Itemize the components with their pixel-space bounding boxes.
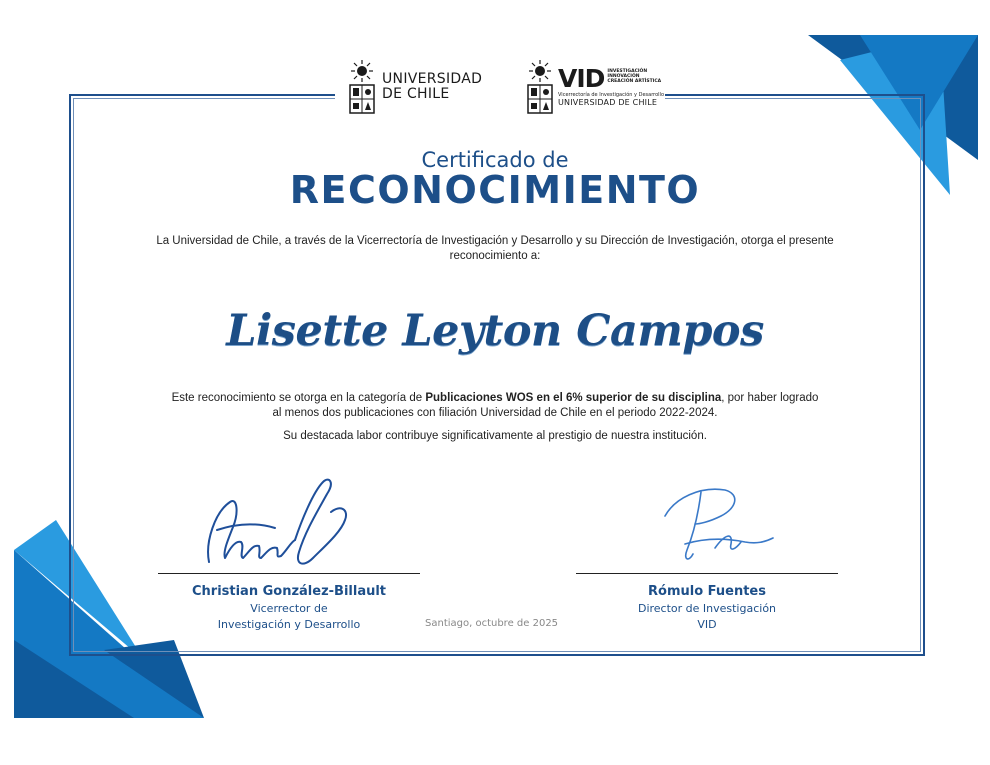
uchile-logo-line1: UNIVERSIDAD [382,71,483,87]
recognition-category: Publicaciones WOS en el 6% superior de su disciplina [425,392,722,404]
signature-left [195,472,370,582]
recipient-name: Lisette Leyton Campos [226,306,764,356]
vid-logo-text [558,64,665,107]
signatory-name-right: Rómulo Fuentes [648,584,766,599]
vid-tag-2: INNOVACIÓN [607,74,640,79]
vid-logo-university: UNIVERSIDAD DE CHILE [558,98,658,107]
university-crest-icon [348,58,376,116]
signature-line-left [158,573,420,574]
certificate-title: RECONOCIMIENTO [289,168,701,212]
vid-logo-wordmark: VID [558,64,605,93]
vid-tag-1: INVESTIGACIÓN [607,69,648,74]
university-crest-icon [526,58,554,116]
recognition-text-start: Este reconocimiento se otorga en la categoría de [171,392,426,404]
signatory-role-left-line2: Investigación y Desarrollo [217,618,361,631]
certificate-title-prefix: Certificado de [421,148,569,172]
signatory-role-left-line1: Vicerrector de [250,602,328,615]
signature-right [655,478,795,578]
vid-logo [526,58,664,116]
intro-text: La Universidad de Chile, a través de la Vicerrectoría de Investigación y Desarrollo y su Dirección de Investigación, otorga el presente reconocimiento a: [156,235,834,262]
signatory-name-left: Christian González-Billault [191,584,387,599]
signature-line-right [576,573,838,574]
signatory-role-right [568,601,846,633]
recognition-text [170,391,820,421]
uchile-logo-line2: DE CHILE [382,86,450,102]
vid-tag-3: CREACIÓN ARTÍSTICA [607,79,662,84]
uchile-logo [348,58,482,116]
place-date: Santiago, octubre de 2025 [425,618,559,629]
signatory-role-right-line2: VID [697,618,717,631]
uchile-logo-text [382,72,482,102]
signatory-role-right-line1: Director de Investigación [637,602,777,615]
signatory-role-left [150,601,428,633]
recognition-text-end: , por haber logrado al menos dos publicaciones con filiación Universidad de Chile en el periodo 2022-2024. [272,392,819,419]
closing-text: Su destacada labor contribuye significativamente al prestigio de nuestra institución. [283,430,707,442]
vid-logo-subtitle: Vicerrectoría de Investigación y Desarrollo [558,92,665,98]
vid-logo-tags [607,69,661,84]
